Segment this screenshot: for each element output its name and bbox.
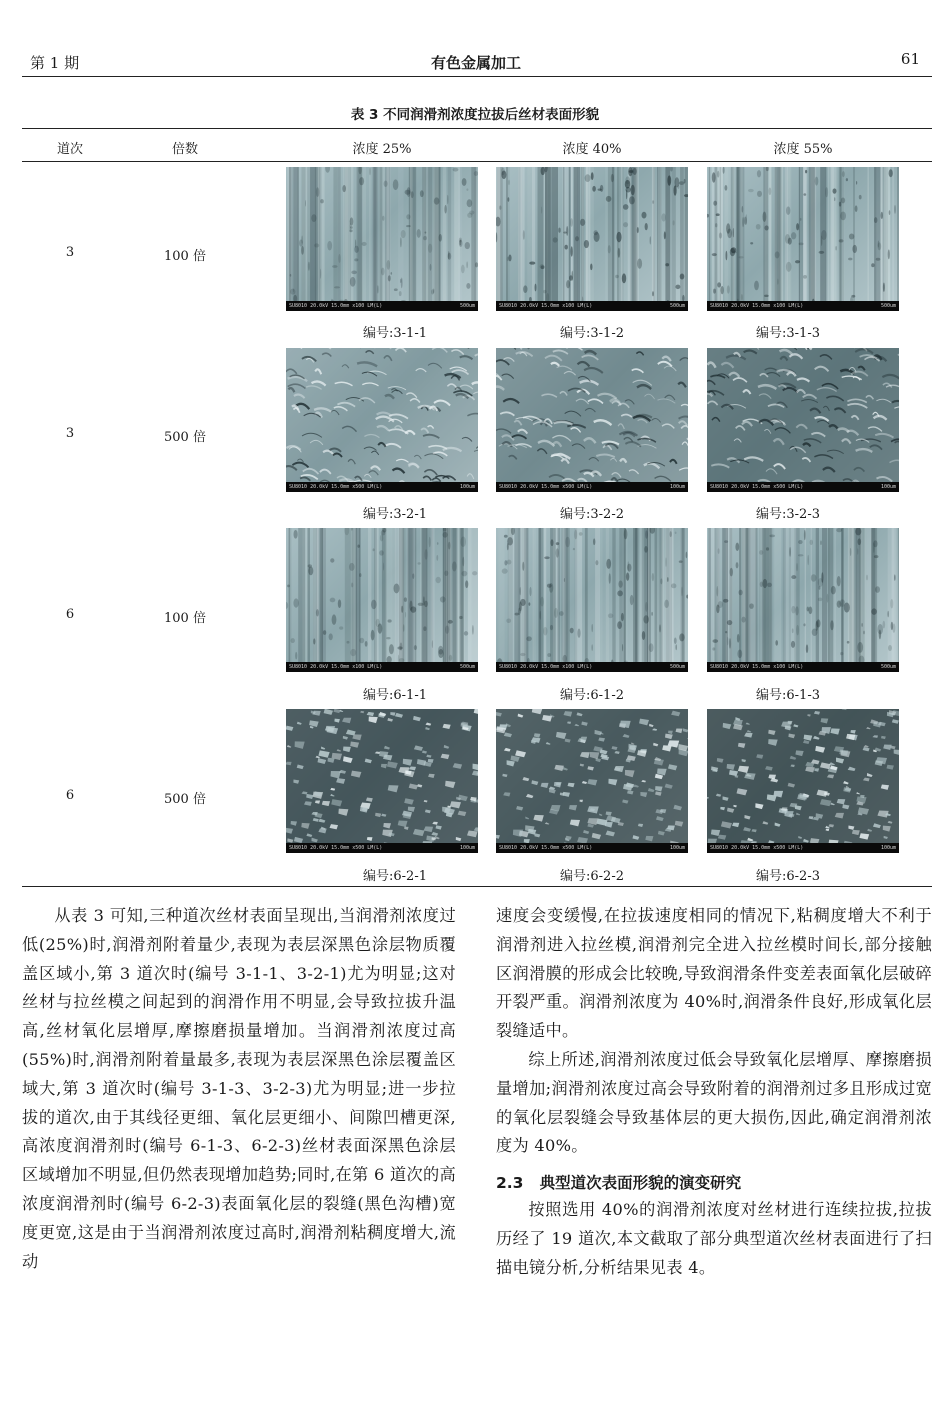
code-label-3-2-3: 编号:3-2-3 bbox=[756, 507, 820, 522]
row3-pass: 6 bbox=[65, 607, 75, 622]
header-rule bbox=[22, 76, 932, 77]
body-right-column-lower bbox=[496, 1196, 932, 1282]
sem-image-3-2-2: SU8010 20.0kV 15.0mm x500 LM(L) 100um bbox=[496, 348, 688, 492]
micrograph-texture bbox=[707, 709, 899, 853]
sem-image-3-1-1: SU8010 20.0kV 15.0mm x100 LM(L) 500um bbox=[286, 167, 478, 311]
journal-name: 有色金属加工 bbox=[430, 54, 521, 72]
sem-image-6-1-2: SU8010 20.0kV 15.0mm x100 LM(L) 500um bbox=[496, 528, 688, 672]
code-label-3-2-2: 编号:3-2-2 bbox=[560, 507, 624, 522]
row1-pass: 3 bbox=[65, 245, 75, 260]
col-header-25: 浓度 25% bbox=[352, 142, 412, 157]
col-header-40: 浓度 40% bbox=[562, 142, 622, 157]
section-heading bbox=[496, 1171, 741, 1193]
body-right-column bbox=[496, 902, 932, 1161]
section-number: 2.3 bbox=[496, 1174, 524, 1192]
row4-pass: 6 bbox=[65, 788, 75, 803]
sem-image-3-2-1: SU8010 20.0kV 15.0mm x500 LM(L) 100um bbox=[286, 348, 478, 492]
micrograph-texture bbox=[496, 709, 688, 853]
code-label-6-2-2: 编号:6-2-2 bbox=[560, 869, 624, 884]
sem-image-6-1-3: SU8010 20.0kV 15.0mm x100 LM(L) 500um bbox=[707, 528, 899, 672]
col-header-pass: 道次 bbox=[56, 142, 83, 157]
sem-image-6-2-1: SU8010 20.0kV 15.0mm x500 LM(L) 100um bbox=[286, 709, 478, 853]
micrograph-texture bbox=[496, 348, 688, 492]
row2-mag: 500 倍 bbox=[164, 430, 206, 445]
sem-image-3-1-3: SU8010 20.0kV 15.0mm x100 LM(L) 500um bbox=[707, 167, 899, 311]
micrograph-texture bbox=[286, 709, 478, 853]
col-header-55: 浓度 55% bbox=[773, 142, 833, 157]
sem-image-6-1-1: SU8010 20.0kV 15.0mm x100 LM(L) 500um bbox=[286, 528, 478, 672]
micrograph-texture bbox=[286, 528, 478, 672]
code-label-3-2-1: 编号:3-2-1 bbox=[363, 507, 427, 522]
col-header-mag: 倍数 bbox=[171, 142, 198, 157]
body-paragraph-1: 从表 3 可知,三种道次丝材表面呈现出,当润滑剂浓度过低(25%)时,润滑剂附着量少,表现为表层深黑色涂层物质覆盖区域小,第 3 道次时(编号 3-1-1、3-2-1)尤为明显;这对丝材与拉丝模之间起到的润滑作用不明显,会导致拉拔升温高,丝材氧化层增厚,摩擦磨损量增加。当润滑剂浓度过高(55%)时,润滑剂附着量最多,表现为表层深黑色涂层覆盖区域大,第 3 道次时(编号 3-1-3、3-2-3)尤为明显;进一步拉拔的道次,由于其线径更细、氧化层更细小、间隙凹槽更深,高浓度润滑剂时(编号 6-1-3、6-2-3)丝材表面深黑色涂层区域增加不明显,但仍然表现增加趋势;同时,在第 6 道次的高浓度润滑剂时(编号 6-2-3)表面氧化层的裂缝(黑色沟槽)宽度更宽,这是由于当润滑剂浓度过高时,润滑剂粘稠度增大,流动 bbox=[22, 906, 456, 1271]
row2-pass: 3 bbox=[65, 426, 75, 441]
body-paragraph-1-continued: 速度会变缓慢,在拉拔速度相同的情况下,粘稠度增大不利于润滑剂进入拉丝模,润滑剂完全进入拉丝模时间长,部分接触区润滑膜的形成会比较晚,导致润滑条件变差表面氧化层破碎开裂严重。润滑剂浓度为 40%时,润滑条件良好,形成氧化层裂缝适中。 bbox=[496, 906, 932, 1041]
page-header bbox=[22, 52, 930, 78]
micrograph-texture bbox=[286, 167, 478, 311]
micrograph-texture bbox=[707, 167, 899, 311]
sem-image-6-2-3: SU8010 20.0kV 15.0mm x500 LM(L) 100um bbox=[707, 709, 899, 853]
row3-mag: 100 倍 bbox=[164, 611, 206, 626]
sem-image-6-2-2: SU8010 20.0kV 15.0mm x500 LM(L) 100um bbox=[496, 709, 688, 853]
sem-image-3-1-2: SU8010 20.0kV 15.0mm x100 LM(L) 500um bbox=[496, 167, 688, 311]
body-left-column bbox=[22, 902, 456, 1276]
code-label-3-1-3: 编号:3-1-3 bbox=[756, 326, 820, 341]
code-label-3-1-2: 编号:3-1-2 bbox=[560, 326, 624, 341]
code-label-6-1-2: 编号:6-1-2 bbox=[560, 688, 624, 703]
code-label-6-1-1: 编号:6-1-1 bbox=[363, 688, 427, 703]
table-bottom-rule bbox=[22, 886, 932, 887]
table-caption: 表 3 不同润滑剂浓度拉拔后丝材表面形貌 bbox=[350, 107, 600, 123]
micrograph-texture bbox=[496, 167, 688, 311]
row4-mag: 500 倍 bbox=[164, 792, 206, 807]
section-title: 典型道次表面形貌的演变研究 bbox=[539, 1174, 742, 1192]
sem-image-3-2-3: SU8010 20.0kV 15.0mm x500 LM(L) 100um bbox=[707, 348, 899, 492]
row1-mag: 100 倍 bbox=[164, 249, 206, 264]
code-label-6-2-1: 编号:6-2-1 bbox=[363, 869, 427, 884]
micrograph-texture bbox=[707, 348, 899, 492]
micrograph-texture bbox=[286, 348, 478, 492]
micrograph-texture bbox=[496, 528, 688, 672]
table-header-rule bbox=[22, 161, 932, 162]
issue-number: 第 1 期 bbox=[30, 54, 80, 72]
body-paragraph-3: 按照选用 40%的润滑剂浓度对丝材进行连续拉拔,拉拔历经了 19 道次,本文截取了部分典型道次丝材表面进行了扫描电镜分析,分析结果见表 4。 bbox=[496, 1200, 932, 1277]
body-paragraph-2: 综上所述,润滑剂浓度过低会导致氧化层增厚、摩擦磨损量增加;润滑剂浓度过高会导致附着的润滑剂过多且形成过宽的氧化层裂缝会导致基体层的更大损伤,因此,确定润滑剂浓度为 40%。 bbox=[496, 1049, 932, 1156]
table-top-rule bbox=[22, 128, 932, 129]
code-label-6-1-3: 编号:6-1-3 bbox=[756, 688, 820, 703]
page-number: 61 bbox=[900, 50, 920, 68]
code-label-3-1-1: 编号:3-1-1 bbox=[363, 326, 427, 341]
micrograph-texture bbox=[707, 528, 899, 672]
code-label-6-2-3: 编号:6-2-3 bbox=[756, 869, 820, 884]
